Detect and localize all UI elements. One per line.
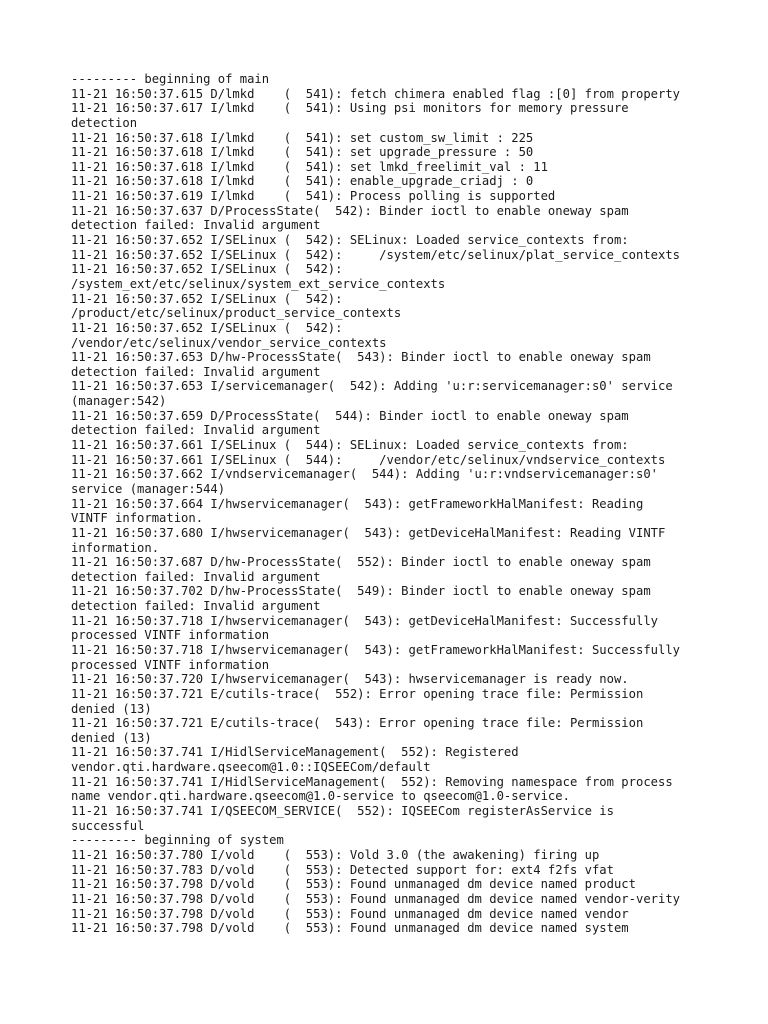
log-line: 11-21 16:50:37.652 I/SELinux ( 542): [71, 291, 343, 306]
log-line: detection failed: Invalid argument [71, 364, 321, 379]
log-line: 11-21 16:50:37.615 D/lmkd ( 541): fetch chimera enabled flag :[0] from property [71, 86, 681, 101]
log-line: 11-21 16:50:37.618 I/lmkd ( 541): set custom_sw_limit : 225 [71, 130, 534, 145]
log-line: 11-21 16:50:37.718 I/hwservicemanager( 543): getFrameworkHalManifest: Successfully [71, 642, 681, 657]
log-line: 11-21 16:50:37.664 I/hwservicemanager( 543): getFrameworkHalManifest: Reading [71, 496, 644, 511]
log-line: name vendor.qti.hardware.qseecom@1.0-service to qseecom@1.0-service. [71, 789, 570, 804]
log-line: 11-21 16:50:37.702 D/hw-ProcessState( 549): Binder ioctl to enable oneway spam [71, 584, 651, 599]
log-line: 11-21 16:50:37.637 D/ProcessState( 542): Binder ioctl to enable oneway spam [71, 203, 629, 218]
log-line: 11-21 16:50:37.720 I/hwservicemanager( 543): hwservicemanager is ready now. [71, 672, 629, 687]
log-line: 11-21 16:50:37.741 I/HidlServiceManagement( 552): Registered [71, 745, 519, 760]
log-line: 11-21 16:50:37.783 D/vold ( 553): Detected support for: ext4 f2fs vfat [71, 862, 614, 877]
log-line: 11-21 16:50:37.653 D/hw-ProcessState( 543): Binder ioctl to enable oneway spam [71, 350, 651, 365]
log-line: detection failed: Invalid argument [71, 423, 321, 438]
log-line: 11-21 16:50:37.741 I/QSEECOM_SERVICE( 552): IQSEECom registerAsService is [71, 804, 614, 819]
log-line: 11-21 16:50:37.652 I/SELinux ( 542): [71, 262, 343, 277]
log-line: processed VINTF information [71, 657, 270, 672]
log-line: 11-21 16:50:37.798 D/vold ( 553): Found unmanaged dm device named vendor [71, 906, 629, 921]
log-line: /system_ext/etc/selinux/system_ext_service_contexts [71, 276, 446, 291]
log-line: detection [71, 115, 138, 130]
log-section-header: --------- beginning of system [71, 833, 284, 848]
log-output [71, 72, 761, 936]
log-line: 11-21 16:50:37.662 I/vndservicemanager( 544): Adding 'u:r:vndservicemanager:s0' [71, 467, 658, 482]
log-line: detection failed: Invalid argument [71, 599, 321, 614]
log-line: 11-21 16:50:37.780 I/vold ( 553): Vold 3.0 (the awakening) firing up [71, 847, 600, 862]
log-line: VINTF information. [71, 511, 204, 526]
log-line: 11-21 16:50:37.652 I/SELinux ( 542): /system/etc/selinux/plat_service_contexts [71, 247, 681, 262]
log-line: 11-21 16:50:37.741 I/HidlServiceManagement( 552): Removing namespace from process [71, 774, 673, 789]
log-line: detection failed: Invalid argument [71, 218, 321, 233]
log-line: 11-21 16:50:37.718 I/hwservicemanager( 543): getDeviceHalManifest: Successfully [71, 613, 658, 628]
log-line: denied (13) [71, 701, 152, 716]
log-line: 11-21 16:50:37.617 I/lmkd ( 541): Using psi monitors for memory pressure [71, 101, 629, 116]
log-line: denied (13) [71, 730, 152, 745]
log-line: 11-21 16:50:37.618 I/lmkd ( 541): set lmkd_freelimit_val : 11 [71, 159, 548, 174]
log-line: 11-21 16:50:37.619 I/lmkd ( 541): Process polling is supported [71, 189, 556, 204]
log-line: information. [71, 540, 160, 555]
log-line: 11-21 16:50:37.653 I/servicemanager( 542): Adding 'u:r:servicemanager:s0' service [71, 379, 673, 394]
log-line: detection failed: Invalid argument [71, 569, 321, 584]
log-line: processed VINTF information [71, 628, 270, 643]
log-line: 11-21 16:50:37.687 D/hw-ProcessState( 552): Binder ioctl to enable oneway spam [71, 555, 651, 570]
log-line: 11-21 16:50:37.721 E/cutils-trace( 543): Error opening trace file: Permission [71, 716, 644, 731]
log-line: 11-21 16:50:37.721 E/cutils-trace( 552): Error opening trace file: Permission [71, 686, 644, 701]
log-line: 11-21 16:50:37.659 D/ProcessState( 544): Binder ioctl to enable oneway spam [71, 408, 629, 423]
log-line: service (manager:544) [71, 481, 226, 496]
log-line: 11-21 16:50:37.680 I/hwservicemanager( 543): getDeviceHalManifest: Reading VINTF [71, 525, 666, 540]
log-line: 11-21 16:50:37.661 I/SELinux ( 544): SELinux: Loaded service_contexts from: [71, 438, 629, 453]
log-line: 11-21 16:50:37.798 D/vold ( 553): Found unmanaged dm device named product [71, 877, 636, 892]
log-line: 11-21 16:50:37.618 I/lmkd ( 541): set upgrade_pressure : 50 [71, 145, 534, 160]
log-line: 11-21 16:50:37.661 I/SELinux ( 544): /vendor/etc/selinux/vndservice_contexts [71, 452, 666, 467]
log-line: 11-21 16:50:37.652 I/SELinux ( 542): [71, 320, 343, 335]
log-line: 11-21 16:50:37.798 D/vold ( 553): Found unmanaged dm device named system [71, 921, 629, 936]
log-line: 11-21 16:50:37.618 I/lmkd ( 541): enable_upgrade_criadj : 0 [71, 174, 534, 189]
log-line: successful [71, 818, 145, 833]
log-line: 11-21 16:50:37.798 D/vold ( 553): Found unmanaged dm device named vendor-verity [71, 891, 681, 906]
log-section-header: --------- beginning of main [71, 72, 270, 86]
log-line: 11-21 16:50:37.652 I/SELinux ( 542): SELinux: Loaded service_contexts from: [71, 233, 629, 248]
log-line: /vendor/etc/selinux/vendor_service_contexts [71, 335, 387, 350]
log-line: (manager:542) [71, 394, 167, 409]
log-line: /product/etc/selinux/product_service_contexts [71, 306, 402, 321]
log-line: vendor.qti.hardware.qseecom@1.0::IQSEECom/default [71, 760, 431, 775]
